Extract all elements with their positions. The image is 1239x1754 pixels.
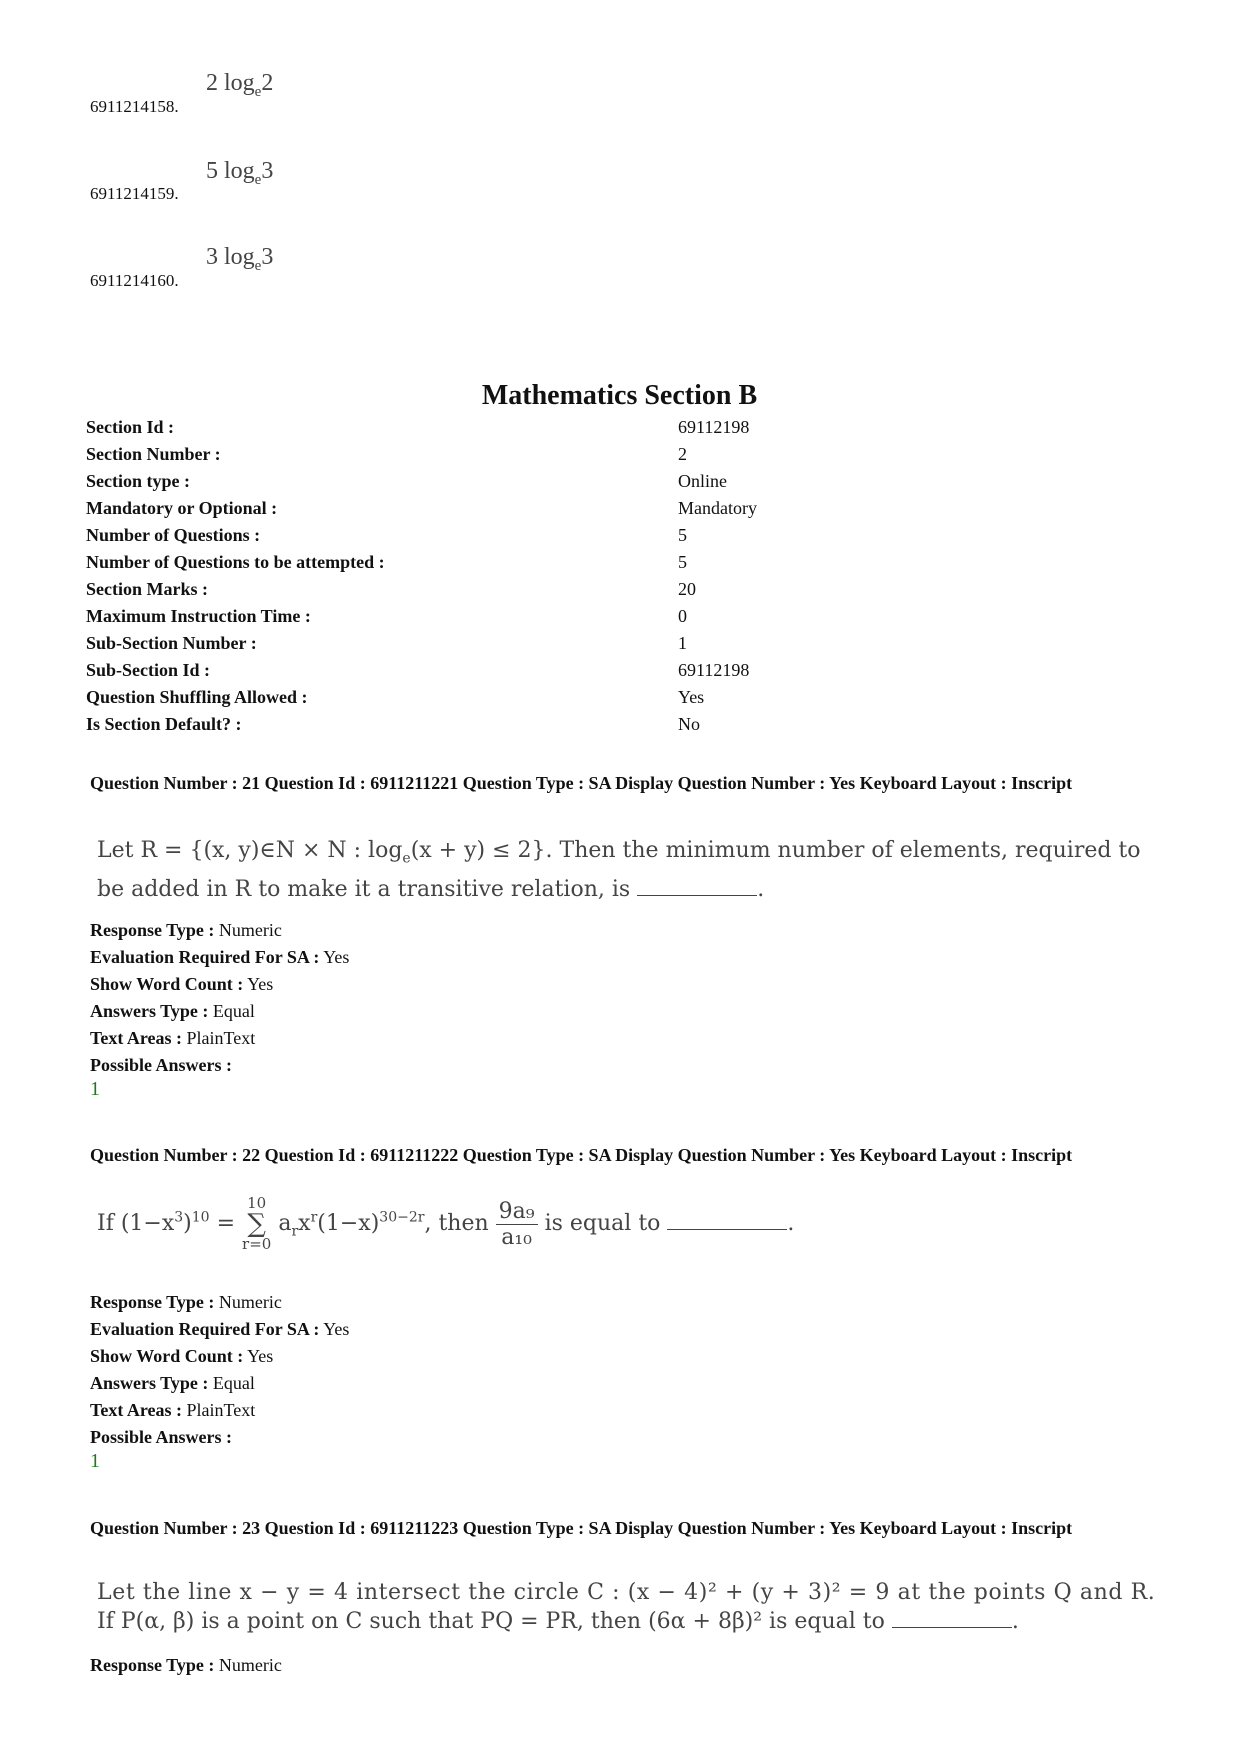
meta-label: Sub-Section Number :: [86, 633, 257, 653]
meta-label: Section Marks :: [86, 579, 208, 599]
option-id: 6911214159.: [90, 184, 179, 203]
meta-label: Is Section Default? :: [86, 714, 242, 734]
summation: 10 ∑ r=0: [242, 1194, 272, 1253]
meta-label: Number of Questions :: [86, 525, 261, 545]
question-header: Question Number : 22 Question Id : 6911211222 Question Type : SA Display Question Number : Yes Keyboard Layout : Inscript: [90, 1145, 1073, 1165]
question-text-line: be added in R to make it a transitive relation, is .: [97, 877, 765, 902]
meta-value: 5: [678, 552, 687, 572]
answer-blank: [667, 1228, 787, 1230]
possible-answer: 1: [90, 1078, 100, 1100]
answer-blank: [637, 894, 757, 896]
meta-label: Section Number :: [86, 444, 221, 464]
question-text-line: If P(α, β) is a point on C such that PQ = PR, then (6α + 8β)² is equal to .: [97, 1609, 1019, 1634]
option-math: 5 $\log_e3$: [206, 158, 274, 188]
option-math: 3 $\log_e3$: [206, 244, 274, 274]
meta-value: 0: [678, 606, 687, 626]
meta-label: Number of Questions to be attempted :: [86, 552, 385, 572]
meta-value: 5: [678, 525, 687, 545]
meta-value: Mandatory: [678, 498, 757, 518]
meta-value: 2: [678, 444, 687, 464]
meta-value: Online: [678, 471, 727, 491]
response-details: Response Type : Numeric Evaluation Required For SA : Yes Show Word Count : Yes Answers Type : Equal Text Areas : PlainText Possible Answers :: [90, 1292, 350, 1447]
meta-value: 69112198: [678, 417, 750, 437]
meta-value: No: [678, 714, 700, 734]
meta-label: Maximum Instruction Time :: [86, 606, 311, 626]
fraction: $\frac{\text{9a₉}}{\text{a₁₀}}$: [496, 1199, 538, 1250]
section-title: Mathematics Section B: [481, 380, 758, 411]
question-header: Question Number : 21 Question Id : 6911211221 Question Type : SA Display Question Number : Yes Keyboard Layout : Inscript: [90, 773, 1073, 793]
option-math: 2 $\log_e2$: [206, 70, 274, 100]
response-details: Response Type : Numeric Evaluation Required For SA : Yes Show Word Count : Yes Answers Type : Equal Text Areas : PlainText Possible Answers :: [90, 920, 350, 1075]
meta-label: Section Id :: [86, 417, 175, 437]
meta-value: 69112198: [678, 660, 750, 680]
meta-value: 20: [678, 579, 696, 599]
response-details: Response Type : Numeric: [90, 1655, 282, 1675]
meta-label: Question Shuffling Allowed :: [86, 687, 308, 707]
question-text-line: Let R = {(x, y)∈N × N : $\log_e(x + y) \le 2$}. Then the minimum number of elements, required to: [97, 838, 1141, 867]
question-text-line: If $(1-x^3)^{10}$ = 10 ∑ r=0 $a_rx^r(1-x)^{30-2r}$, then $\frac{\text{9a₉}}{\text{a₁₀}}$ is equal to .: [97, 1194, 795, 1253]
meta-label: Mandatory or Optional :: [86, 498, 278, 518]
question-text-line: Let the line x − y = 4 intersect the circle C : (x − 4)² + (y + 3)² = 9 at the points Q and R.: [97, 1580, 1156, 1605]
meta-value: 1: [678, 633, 687, 653]
meta-label: Section type :: [86, 471, 190, 491]
option-id: 6911214160.: [90, 271, 179, 290]
answer-blank: [892, 1626, 1012, 1628]
possible-answer: 1: [90, 1450, 100, 1472]
question-header: Question Number : 23 Question Id : 6911211223 Question Type : SA Display Question Number : Yes Keyboard Layout : Inscript: [90, 1518, 1073, 1538]
meta-label: Sub-Section Id :: [86, 660, 211, 680]
meta-value: Yes: [678, 687, 705, 707]
option-id: 6911214158.: [90, 97, 179, 116]
